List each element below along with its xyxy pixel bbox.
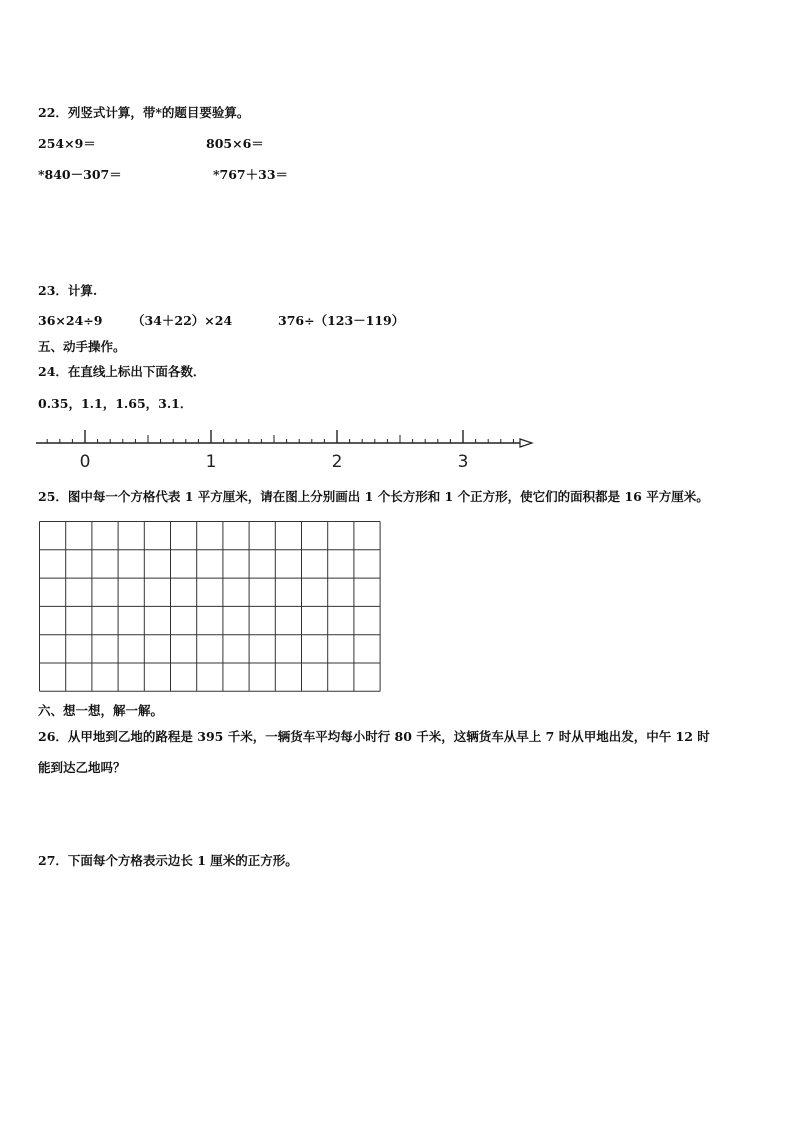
number-line-label: 1 [205, 452, 217, 472]
q24-numbers: 0.35，1.1，1.65，3.1． [38, 396, 193, 411]
q22-expr-1: 254×9＝ [38, 136, 96, 151]
q22-title: 22．列竖式计算，带*的题目要验算。 [38, 105, 250, 120]
q24-title: 24．在直线上标出下面各数． [38, 364, 206, 379]
number-line-label: 3 [457, 452, 469, 472]
q26-line-1: 26．从甲地到乙地的路程是 395 千米，一辆货车平均每小时行 80 千米，这辆货车从早上 7 时从甲地出发，中午 12 时 [38, 729, 710, 744]
q25-title: 25．图中每一个方格代表 1 平方厘米，请在图上分别画出 1 个长方形和 1 个正方形，使它们的面积都是 16 平方厘米。 [38, 489, 709, 504]
number-line-label: 0 [79, 452, 91, 472]
q23-expr-1: 36×24÷9 [38, 313, 103, 328]
q22-expr-3: *840－307＝ [38, 167, 122, 182]
number-line-label: 2 [331, 452, 343, 472]
q26-line-2: 能到达乙地吗？ [38, 760, 126, 775]
q23-expr-3: 376÷（123－119） [278, 313, 405, 328]
q23-title: 23．计算. [38, 283, 98, 298]
q27-title: 27．下面每个方格表示边长 1 厘米的正方形。 [38, 853, 298, 868]
q22-expr-4: *767＋33＝ [213, 167, 289, 182]
q22-expr-2: 805×6＝ [206, 136, 264, 151]
section-5-heading: 五、动手操作。 [38, 339, 126, 354]
section-6-heading: 六、想一想，解一解。 [38, 703, 164, 718]
square-grid [39, 521, 382, 692]
number-line [34, 424, 544, 472]
q23-expr-2: （34＋22）×24 [132, 313, 233, 328]
number-line-arrow [520, 439, 532, 447]
